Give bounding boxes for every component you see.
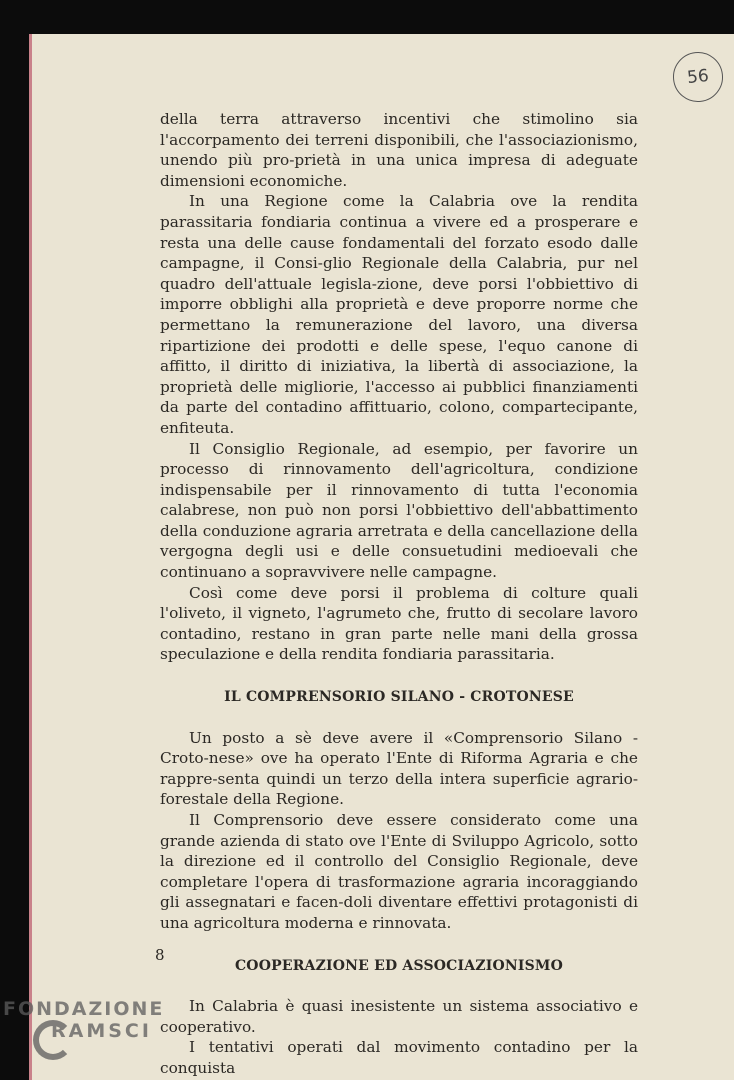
paragraph: I tentativi operati dal movimento contadino per la conquista	[160, 1038, 638, 1077]
paragraph: Il Comprensorio deve essere considerato come una grande azienda di stato ove l'Ente di Sviluppo Agricolo, sotto la direzione ed il controllo del Consiglio Regionale, deve completare l'opera di trasformazione agraria incoraggiando gli assegnatari e facen-doli diventare effettivi protagonisti di una agricoltura moderna e rinnovata.	[160, 811, 638, 932]
page-folio-number: 8	[155, 946, 165, 964]
watermark-line-2: RAMSCI	[51, 1020, 152, 1042]
paragraph: In una Regione come la Calabria ove la rendita parassitaria fondiaria continua a vivere ed a prosperare e resta una delle cause fondamentali del forzato esodo dalle campagne, il Consi-glio Regionale della Calabria, pur nel quadro dell'attuale legisla-zione, deve porsi l'obbiettivo di imporre obblighi alla proprietà e deve proporre norme che permettano la remunerazione del lavoro, una diversa ripartizione dei prodotti e delle spese, l'equo canone di affitto, il diritto di iniziativa, la libertà di associazione, la proprietà delle migliorie, l'accesso ai pubblici finanziamenti da parte del contadino affittuario, colono, compartecipante, enfiteuta.	[160, 192, 638, 437]
watermark-line-1: FONDAZIONE	[3, 998, 165, 1020]
paragraph: Così come deve porsi il problema di colture quali l'oliveto, il vigneto, l'agrumeto che, frutto di secolare lavoro contadino, restano in gran parte nelle mani della grossa speculazione e della rendita fondiaria parassitaria.	[160, 583, 638, 664]
paragraph: della terra attraverso incentivi che stimolino sia l'accorpamento dei terreni disponibili, che l'associazionismo, unendo più pro-prietà in una unica impresa di adeguate dimensioni economiche.	[160, 110, 638, 190]
archive-page-stamp: 56	[671, 50, 726, 105]
section-heading-cooperazione: COOPERAZIONE ED ASSOCIAZIONISMO	[234, 957, 564, 974]
body-text	[160, 109, 638, 1079]
paragraph: Un posto a sè deve avere il «Comprensorio Silano - Croto-nese» ove ha operato l'Ente di Riforma Agraria e che rappre-senta quindi un terzo della intera superficie agrario-forestale della Regione.	[160, 728, 638, 809]
fondazione-gramsci-watermark	[3, 998, 183, 1042]
watermark-g-logo-icon	[33, 1020, 73, 1060]
paragraph: Il Consiglio Regionale, ad esempio, per favorire un processo di rinnovamento dell'agricoltura, condizione indispensabile per il rinnovamento di tutta l'economia calabrese, non può non porsi l'obbiettivo dell'abbattimento della conduzione agraria arretrata e della cancellazione della vergogna degli usi e delle consuetudini medioevali che continuano a sopravvivere nelle campagne.	[160, 439, 638, 582]
paragraph: In Calabria è quasi inesistente un sistema associativo e cooperativo.	[160, 997, 638, 1036]
section-heading-comprensorio: IL COMPRENSORIO SILANO - CROTONESE	[224, 689, 574, 706]
